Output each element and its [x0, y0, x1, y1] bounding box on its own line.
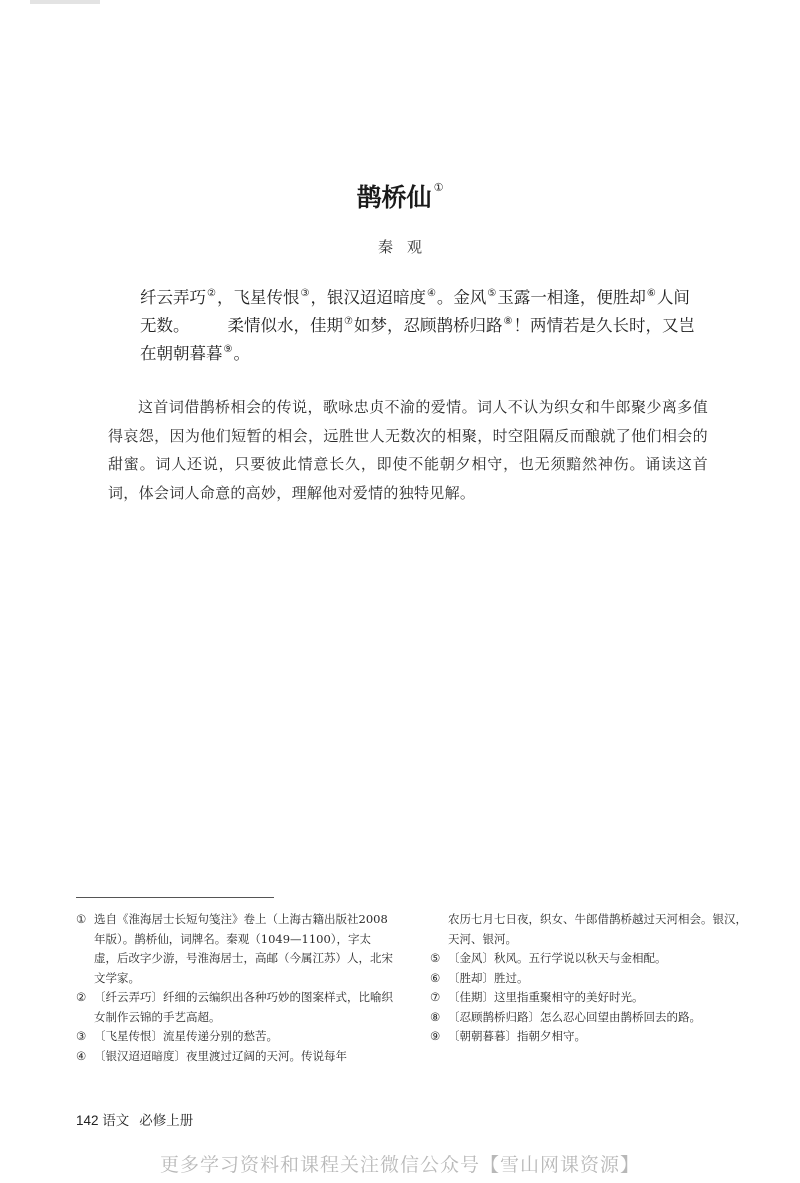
footnote-7: ⑦ 〔佳期〕这里指重聚相守的美好时光。: [430, 990, 644, 1004]
watermark-text: 更多学习资料和课程关注微信公众号【雪山网课资源】: [159, 1154, 640, 1176]
title-footnote-marker: ①: [433, 180, 444, 194]
footnote-4-continued: 农历七月七日夜，织女、牛郎借鹊桥越过天河相会。银汉，天河、银河。: [448, 912, 747, 946]
page-number: 142: [76, 1113, 99, 1128]
footnote-2: ② 〔纤云弄巧〕纤细的云编织出各种巧妙的图案样式，比喻织女制作云锦的手艺高超。: [76, 990, 393, 1024]
page-footer: [76, 1109, 193, 1129]
footnote-5: ⑤ 〔金风〕秋风。五行学说以秋天与金相配。: [430, 951, 667, 965]
footnote-4: ④ 〔银汉迢迢暗度〕夜里渡过辽阔的天河。传说每年: [76, 1048, 347, 1063]
poem-text: 纤云弄巧②，飞星传恨③，银汉迢迢暗度④。金风⑤玉露一相逢，便胜却⑥人间无数。 柔情似水，佳期⑦如梦，忍顾鹊桥归路⑧！两情若是久长时，又岂在朝朝暮暮⑨。: [140, 288, 695, 363]
footnote-1: ① 选自《淮海居士长短句笺注》卷上（上海古籍出版社2008年版）。鹊桥仙，词牌名。秦观（1049—1100），字太虚，后改字少游，号淮海居士，高邮（今属江苏）人，北宋文学家。: [76, 912, 393, 985]
book-volume: 必修上册: [139, 1113, 194, 1128]
footnotes-left-column: [76, 910, 394, 1066]
footnote-8: ⑧ 〔忍顾鹊桥归路〕怎么忍心回望由鹊桥回去的路。: [430, 1009, 701, 1024]
footnotes-right-column: [430, 910, 750, 1047]
poem-author: 秦观: [377, 238, 436, 256]
poem-introduction: 这首词借鹊桥相会的传说，歌咏忠贞不渝的爱情。词人不认为织女和牛郎聚少离多值得哀怨，因为他们短暂的相会，远胜世人无数次的相聚，时空阻隔反而酿就了他们相会的甜蜜。词人还说，只要彼此情意长久，即使不能朝夕相守，也无须黯然神伤。诵读这首词，体会词人命意的高妙，理解他对爱情的独特见解。: [108, 398, 708, 502]
poem-title: 鹊桥仙 ①: [356, 180, 444, 212]
footnote-9: ⑨ 〔朝朝暮暮〕指朝夕相守。: [430, 1029, 586, 1043]
book-subject: 语文: [102, 1113, 130, 1128]
footnote-6: ⑥ 〔胜却〕胜过。: [430, 970, 529, 985]
footnote-divider: [76, 897, 274, 898]
scan-edge-mark: [30, 0, 100, 4]
footnote-3: ③ 〔飞星传恨〕流星传递分别的愁苦。: [76, 1029, 278, 1043]
